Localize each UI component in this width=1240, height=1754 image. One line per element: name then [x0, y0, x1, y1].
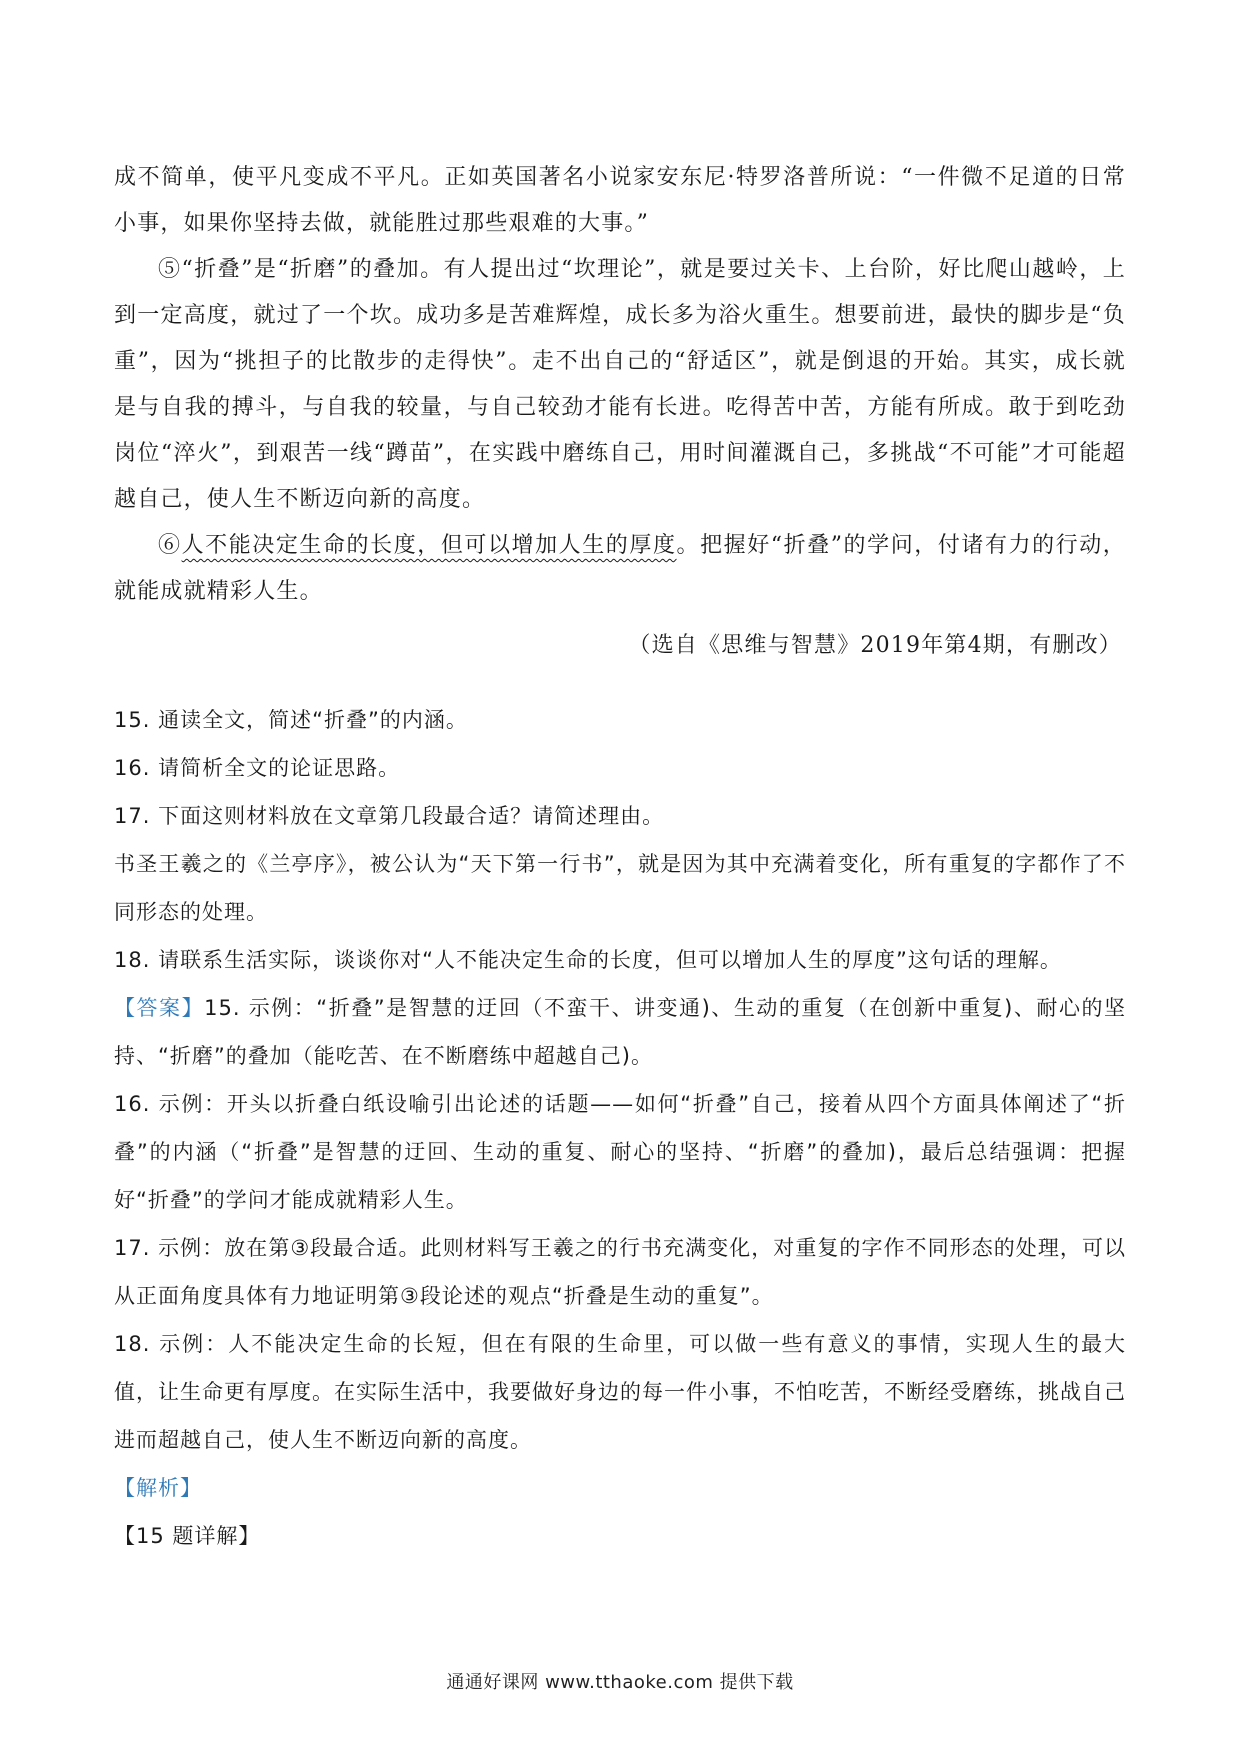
answer-17: 17. 示例：放在第③段最合适。此则材料写王羲之的行书充满变化，对重复的字作不同形态的处理，可以从正面角度具体有力地证明第③段论述的观点“折叠是生动的重复”。 [114, 1236, 1126, 1308]
essay-body [114, 155, 1126, 669]
source-citation: （选自《思维与智慧》2019年第4期，有删改） [628, 633, 1122, 658]
questions-answers [114, 696, 1126, 1560]
analysis-tag: 【解析】 [114, 1476, 202, 1500]
page-footer: 通通好课网 www.tthaoke.com 提供下载 [446, 1672, 794, 1693]
essay-paragraph-5: ⑤“折叠”是“折磨”的叠加。有人提出过“坎理论”，就是要过关卡、上台阶，好比爬山越岭，上到一定高度，就过了一个坎。成功多是苦难辉煌，成长多为浴火重生。想要前进，最快的脚步是“负重”，因为“挑担子的比散步的走得快”。走不出自己的“舒适区”，就是倒退的开始。其实，成长就是与自我的搏斗，与自我的较量，与自己较劲才能有长进。吃得苦中苦，方能有所成。敢于到吃劲岗位“淬火”，到艰苦一线“蹲苗”，在实践中磨练自己，用时间灌溉自己，多挑战“不可能”才可能超越自己，使人生不断迈向新的高度。 [114, 257, 1126, 512]
answer-tag: 【答案】 [114, 996, 205, 1020]
essay-paragraph-6 [114, 523, 1126, 615]
question-18: 18. 请联系生活实际，谈谈你对“人不能决定生命的长度，但可以增加人生的厚度”这句话的理解。 [114, 948, 1062, 972]
underlined-sentence: 人不能决定生命的长度，但可以增加人生的厚度 [181, 533, 677, 558]
answer-18: 18. 示例：人不能决定生命的长短，但在有限的生命里，可以做一些有意义的事情，实现人生的最大值，让生命更有厚度。在实际生活中，我要做好身边的每一件小事，不怕吃苦，不断经受磨练，挑战自己进而超越自己，使人生不断迈向新的高度。 [114, 1332, 1126, 1452]
analysis-15-heading: 【15 题详解】 [114, 1524, 261, 1548]
question-17: 17. 下面这则材料放在文章第几段最合适？请简述理由。 [114, 804, 665, 828]
answer-16: 16. 示例：开头以折叠白纸设喻引出论述的话题——如何“折叠”自己，接着从四个方面具体阐述了“折叠”的内涵（“折叠”是智慧的迂回、生动的重复、耐心的坚持、“折磨”的叠加)，最后总结强调：把握好“折叠”的学问才能成就精彩人生。 [114, 1092, 1126, 1212]
question-17-material: 书圣王羲之的《兰亭序》，被公认为“天下第一行书”，就是因为其中充满着变化，所有重复的字都作了不同形态的处理。 [114, 852, 1126, 924]
question-16: 16. 请简析全文的论证思路。 [114, 756, 401, 780]
answer-15 [114, 984, 1126, 1080]
essay-paragraph-continued: 成不简单，使平凡变成不平凡。正如英国著名小说家安东尼·特罗洛普所说：“一件微不足道的日常小事，如果你坚持去做，就能胜过那些艰难的大事。” [114, 165, 1126, 236]
question-15: 15. 通读全文，简述“折叠”的内涵。 [114, 708, 468, 732]
answer-15-text: 15. 示例：“折叠”是智慧的迂回（不蛮干、讲变通)、生动的重复（在创新中重复)、耐心的坚持、“折磨”的叠加（能吃苦、在不断磨练中超越自己)。 [114, 996, 1127, 1068]
paragraph-6-rest: 。把握好“折叠”的学问，付诸有力的行动，就能成就精彩人生。 [114, 533, 1127, 604]
paragraph-number: ⑥ [158, 533, 182, 558]
